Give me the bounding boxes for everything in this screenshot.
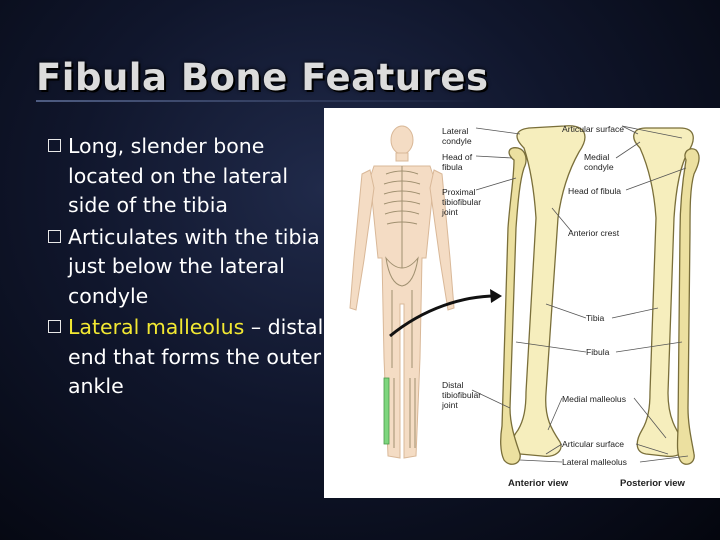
bullet-highlight-term: Lateral malleolus: [68, 315, 245, 339]
bullet-item: [48, 132, 328, 221]
bullet-text: – distal end that forms the outer ankle: [68, 315, 324, 398]
label-distal-tibiofibular-joint: Distal tibiofibular joint: [442, 380, 482, 410]
bullet-item: [48, 313, 328, 402]
bullet-text: Long, slender bone located on the lateral side of the tibia: [68, 134, 289, 217]
label-head-of-fibula-left: Head of fibula: [442, 152, 473, 172]
label-proximal-tibiofibular-joint: Proximal tibiofibular joint: [442, 187, 482, 217]
highlighted-fibula: [384, 378, 389, 444]
label-fibula: Fibula: [586, 347, 610, 357]
checkbox-bullet-icon: [48, 139, 61, 152]
caption-posterior-view: Posterior view: [620, 478, 685, 489]
label-tibia: Tibia: [586, 313, 605, 323]
label-medial-condyle: Medial condyle: [584, 152, 614, 172]
title-underline: [36, 100, 482, 102]
checkbox-bullet-icon: [48, 320, 61, 333]
bullet-text: Articulates with the tibia just below the lateral condyle: [68, 224, 320, 308]
bullet-list: [48, 132, 328, 404]
label-medial-malleolus: Medial malleolus: [562, 394, 627, 404]
label-lateral-malleolus: Lateral malleolus: [562, 457, 627, 467]
anterior-tibia: [512, 126, 585, 457]
caption-anterior-view: Anterior view: [508, 478, 569, 489]
arrowhead-icon: [490, 289, 502, 303]
tibia-fibula-diagram: [324, 108, 720, 498]
label-head-of-fibula-right: Head of fibula: [568, 186, 622, 196]
label-articular-surface-top: Articular surface: [562, 124, 625, 134]
checkbox-bullet-icon: [48, 230, 61, 243]
anterior-fibula: [501, 148, 526, 465]
slide-title: Fibula Bone Features: [36, 56, 489, 99]
label-lateral-condyle: Lateral condyle: [442, 126, 472, 146]
posterior-fibula: [678, 149, 700, 465]
label-anterior-crest: Anterior crest: [568, 228, 620, 238]
label-articular-surface-bottom: Articular surface: [562, 439, 625, 449]
bullet-item: [48, 223, 328, 312]
human-figure-icon: [350, 126, 454, 458]
